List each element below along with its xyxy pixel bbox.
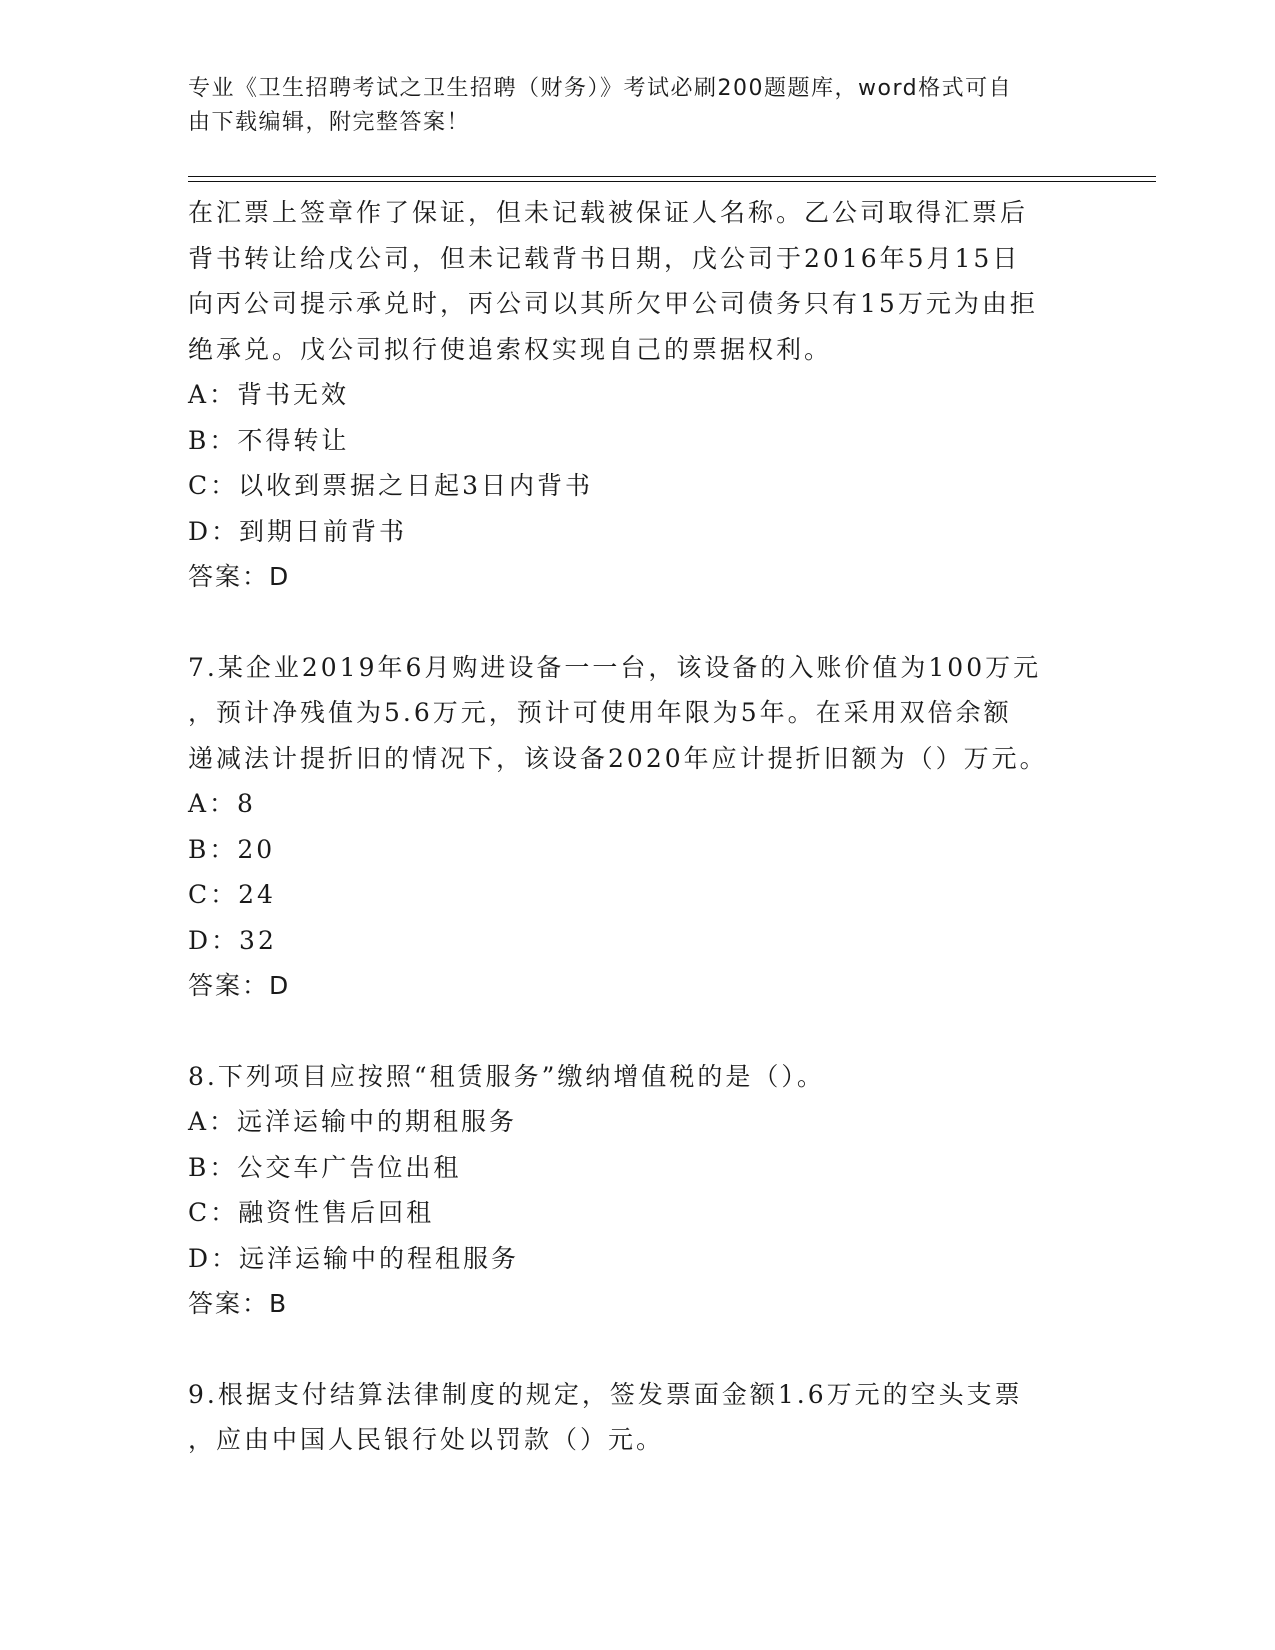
question-text-line: 7.某企业2019年6月购进设备一一台，该设备的入账价值为100万元	[188, 652, 1042, 682]
option-c: C：24	[188, 880, 276, 909]
answer-line: 答案：D	[188, 562, 291, 591]
question-text-line: 背书转让给戊公司，但未记载背书日期，戊公司于2016年5月15日	[188, 243, 1021, 273]
header-rule-top	[188, 176, 1156, 177]
question-9	[188, 1372, 1088, 1463]
header-rule-bottom	[188, 181, 1156, 182]
option-a: A：远洋运输中的期租服务	[188, 1107, 518, 1136]
answer-line: 答案：D	[188, 971, 291, 1000]
option-b: B：公交车广告位出租	[188, 1152, 462, 1182]
question-text-line: 9.根据支付结算法律制度的规定，签发票面金额1.6万元的空头支票	[188, 1379, 1023, 1409]
option-c: C：以收到票据之日起3日内背书	[188, 471, 594, 500]
spacer	[188, 600, 1088, 645]
option-d: D：到期日前背书	[188, 516, 408, 546]
question-7	[188, 645, 1088, 1009]
question-text-line: 向丙公司提示承兑时，丙公司以其所欠甲公司债务只有15万元为由拒	[188, 289, 1038, 318]
header-line-1: 专业《卫生招聘考试之卫生招聘（财务）》考试必刷200题题库，word格式可自	[188, 76, 1013, 101]
question-text-line: 递减法计提折旧的情况下，该设备2020年应计提折旧额为（）万元。	[188, 743, 1048, 773]
answer-line: 答案：B	[188, 1289, 289, 1318]
option-a: A：8	[188, 789, 256, 818]
question-text-line: 绝承兑。戊公司拟行使追索权实现自己的票据权利。	[188, 334, 833, 364]
page-header	[188, 72, 1068, 140]
option-a: A：背书无效	[188, 380, 350, 409]
question-text-line: 在汇票上签章作了保证，但未记载被保证人名称。乙公司取得汇票后	[188, 198, 1029, 227]
option-d: D：远洋运输中的程租服务	[188, 1243, 520, 1273]
spacer	[188, 1009, 1088, 1054]
header-line-2: 由下载编辑，附完整答案！	[188, 110, 471, 135]
option-b: B：不得转让	[188, 425, 350, 455]
question-text-line: ，预计净残值为5.6万元，预计可使用年限为5年。在采用双倍余额	[188, 698, 1012, 727]
option-b: B：20	[188, 834, 276, 864]
question-6	[188, 190, 1088, 600]
question-text-line: 8.下列项目应按照“租赁服务”缴纳增值税的是（）。	[188, 1061, 825, 1091]
question-text-line: ，应由中国人民银行处以罚款（）元。	[188, 1425, 665, 1454]
option-d: D：32	[188, 925, 277, 955]
question-8	[188, 1054, 1088, 1327]
spacer	[188, 1327, 1088, 1372]
option-c: C：融资性售后回租	[188, 1198, 435, 1227]
page-content	[188, 190, 1088, 1463]
